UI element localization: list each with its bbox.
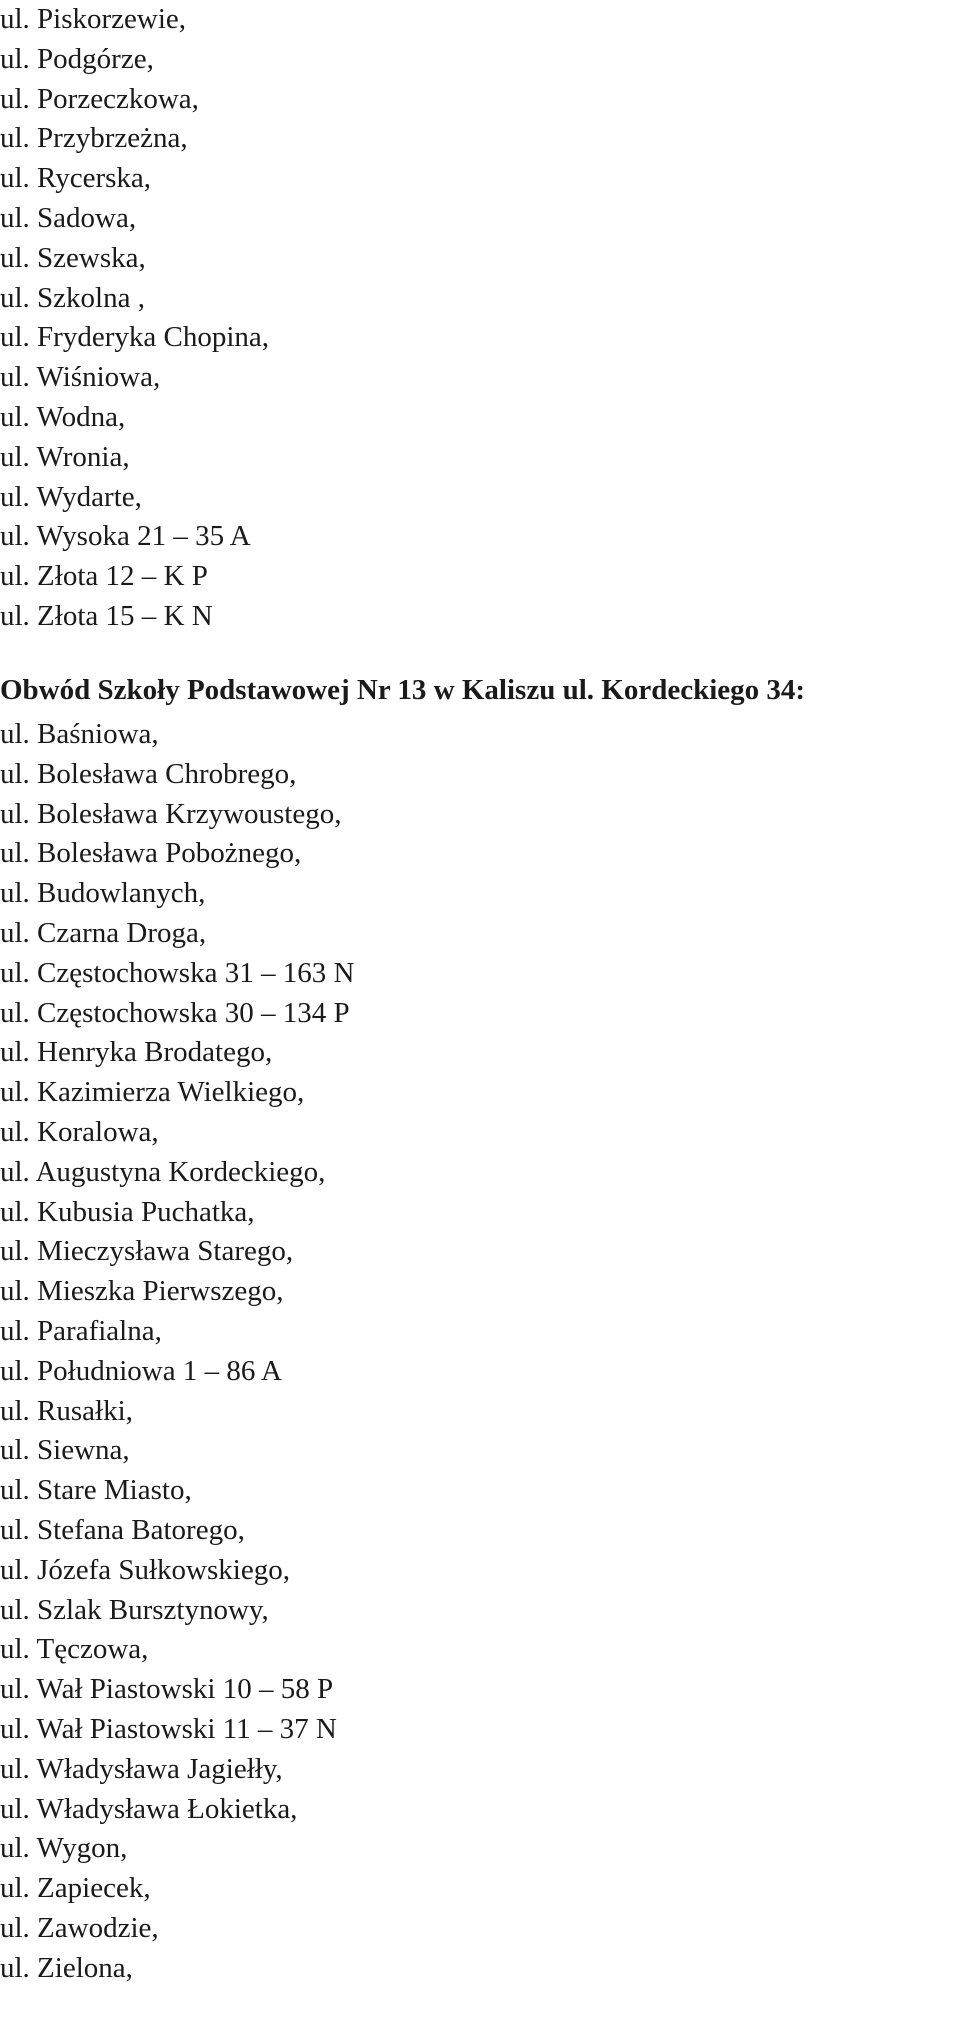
street-item: ul. Zapiecek, [0,1872,151,1905]
street-item: ul. Szlak Bursztynowy, [0,1593,269,1626]
school-district-heading: Obwód Szkoły Podstawowej Nr 13 w Kaliszu ul. Kordeckiego 34: [0,674,806,706]
street-item: ul. Henryka Brodatego, [0,1036,273,1069]
street-item: ul. Przybrzeżna, [0,122,188,155]
street-item: ul. Szkolna , [0,281,145,314]
street-item: ul. Częstochowska 30 – 134 P [0,996,350,1029]
street-item: ul. Parafialna, [0,1314,162,1347]
street-item: ul. Sadowa, [0,201,137,234]
street-item: ul. Stare Miasto, [0,1474,192,1507]
street-item: ul. Podgórze, [0,42,154,75]
street-item: ul. Wał Piastowski 11 – 37 N [0,1712,337,1745]
street-item: ul. Wysoka 21 – 35 A [0,520,251,553]
street-item: ul. Fryderyka Chopina, [0,321,270,354]
street-item: ul. Kazimierza Wielkiego, [0,1076,305,1109]
street-item: ul. Budowlanych, [0,877,206,910]
street-item: ul. Wodna, [0,400,126,433]
street-item: ul. Mieczysława Starego, [0,1235,294,1268]
street-item: ul. Wronia, [0,440,130,473]
street-item: ul. Zawodzie, [0,1911,159,1944]
street-item: ul. Siewna, [0,1434,130,1467]
street-item: ul. Baśniowa, [0,718,159,750]
street-item: ul. Wygon, [0,1832,128,1865]
street-item: ul. Kubusia Puchatka, [0,1195,255,1228]
street-item: ul. Władysława Jagiełły, [0,1752,283,1785]
street-item: ul. Szewska, [0,241,146,274]
street-item: ul. Bolesława Krzywoustego, [0,797,342,830]
street-item: ul. Augustyna Kordeckiego, [0,1155,326,1188]
street-item: ul. Częstochowska 31 – 163 N [0,956,355,989]
street-item: ul. Bolesława Chrobrego, [0,757,297,790]
street-item: ul. Wał Piastowski 10 – 58 P [0,1673,334,1706]
street-item: ul. Porzeczkowa, [0,82,199,115]
street-item: ul. Południowa 1 – 86 A [0,1354,282,1387]
street-item: ul. Wydarte, [0,480,142,513]
street-item: ul. Zielona, [0,1951,133,1984]
street-item: ul. Piskorzewie, [0,3,187,35]
street-item: ul. Koralowa, [0,1115,159,1148]
street-item: ul. Władysława Łokietka, [0,1792,298,1825]
street-item: ul. Czarna Droga, [0,916,207,949]
street-item: ul. Tęczowa, [0,1633,149,1666]
street-item: ul. Stefana Batorego, [0,1513,245,1546]
street-item: ul. Rusałki, [0,1394,133,1427]
street-item: ul. Złota 15 – K N [0,599,213,632]
street-item: ul. Mieszka Pierwszego, [0,1275,284,1308]
street-item: ul. Wiśniowa, [0,361,161,394]
street-item: ul. Rycerska, [0,162,152,195]
street-item: ul. Złota 12 – K P [0,560,208,593]
street-list-continued [0,0,960,637]
street-item: ul. Józefa Sułkowskiego, [0,1553,290,1586]
street-item: ul. Bolesława Pobożnego, [0,837,302,870]
street-list-sp13 [0,715,960,1989]
